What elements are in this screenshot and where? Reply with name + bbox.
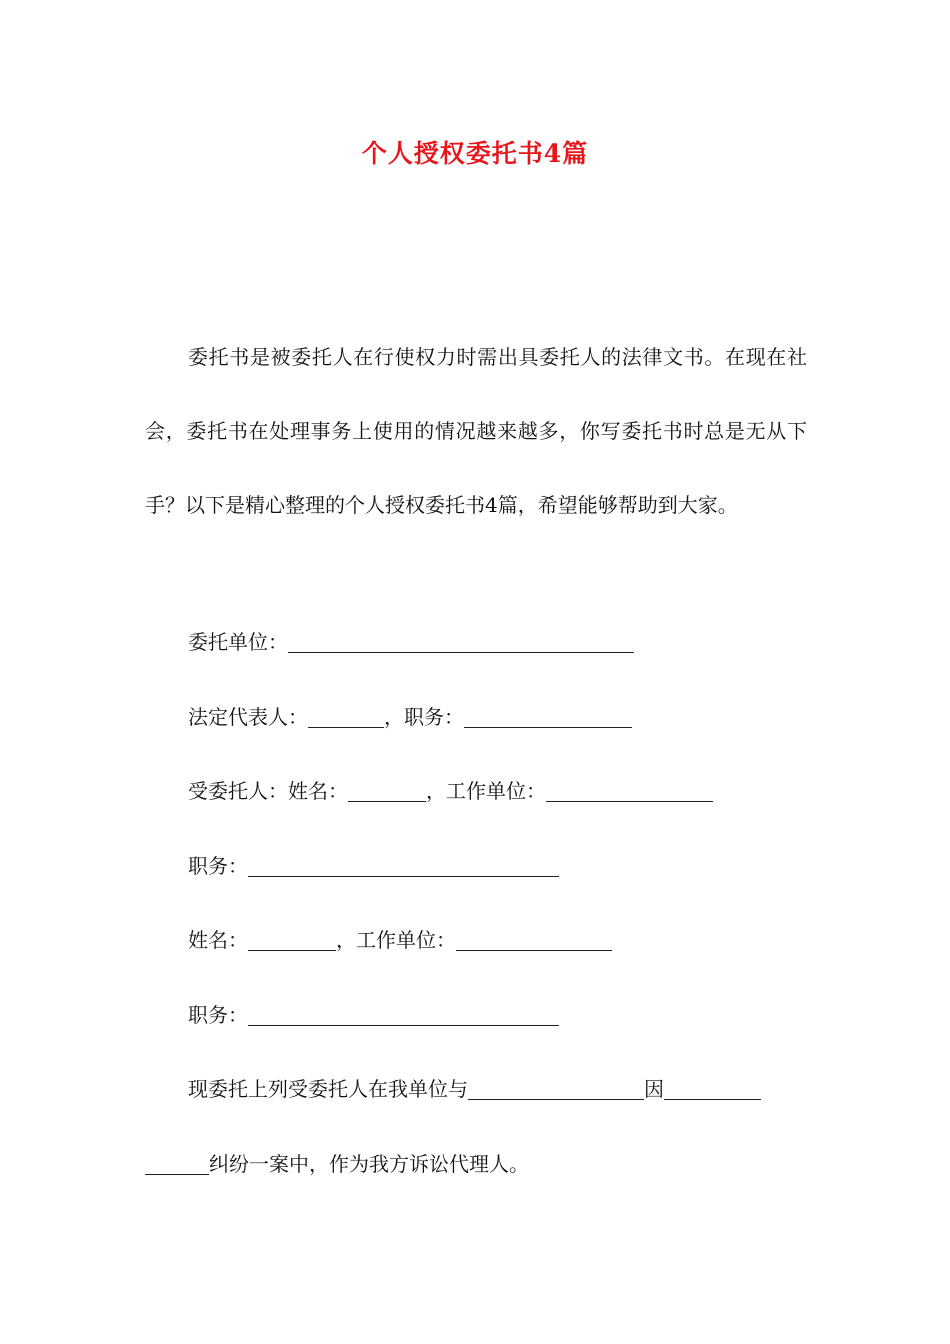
entrust-line-2 xyxy=(145,1148,807,1177)
entrust-reason-blank xyxy=(664,1079,761,1100)
legal-rep-blank xyxy=(308,707,384,728)
entrust-reason-blank-cont xyxy=(145,1154,209,1175)
entrust-text-b: 因 xyxy=(644,1077,664,1101)
entrust-line-1 xyxy=(145,1073,850,1102)
legal-rep-position-blank xyxy=(464,707,632,728)
position-label-1: 职务： xyxy=(188,854,248,878)
work-unit-blank-2 xyxy=(456,930,612,951)
legal-rep-label: 法定代表人： xyxy=(188,705,308,729)
intro-paragraph: 委托书是被委托人在行使权力时需出具委托人的法律文书。在现在社会，委托书在处理事务上使用的情况越来越多，你写委托书时总是无从下手？以下是精心整理的个人授权委托书4篇，希望能够帮助到大家。 xyxy=(145,345,807,517)
position-blank-2 xyxy=(248,1005,559,1026)
position-label-2: 职务： xyxy=(188,1003,248,1027)
entrusting-unit-label: 委托单位： xyxy=(188,630,288,654)
position-line-1 xyxy=(145,850,850,879)
legal-rep-position-label: ，职务： xyxy=(384,705,464,729)
name-blank xyxy=(248,930,336,951)
trustee-name-blank xyxy=(348,781,426,802)
name-line xyxy=(145,924,850,953)
entrusting-unit-line xyxy=(145,626,850,655)
entrusting-unit-blank xyxy=(288,632,634,653)
trustee-work-unit-label: ，工作单位： xyxy=(426,779,546,803)
legal-rep-line xyxy=(145,701,850,730)
work-unit-label-2: ，工作单位： xyxy=(336,928,456,952)
document-title: 个人授权委托书4篇 xyxy=(361,139,589,168)
name-label: 姓名： xyxy=(188,928,248,952)
entrust-text-c: 纠纷一案中，作为我方诉讼代理人。 xyxy=(209,1152,529,1176)
position-line-2 xyxy=(145,999,850,1028)
position-blank-1 xyxy=(248,856,559,877)
trustee-label: 受委托人：姓名： xyxy=(188,779,348,803)
trustee-work-unit-blank xyxy=(546,781,713,802)
entrust-text-a: 现委托上列受委托人在我单位与 xyxy=(188,1077,468,1101)
entrust-party-blank xyxy=(468,1079,644,1100)
trustee-line xyxy=(145,775,850,804)
